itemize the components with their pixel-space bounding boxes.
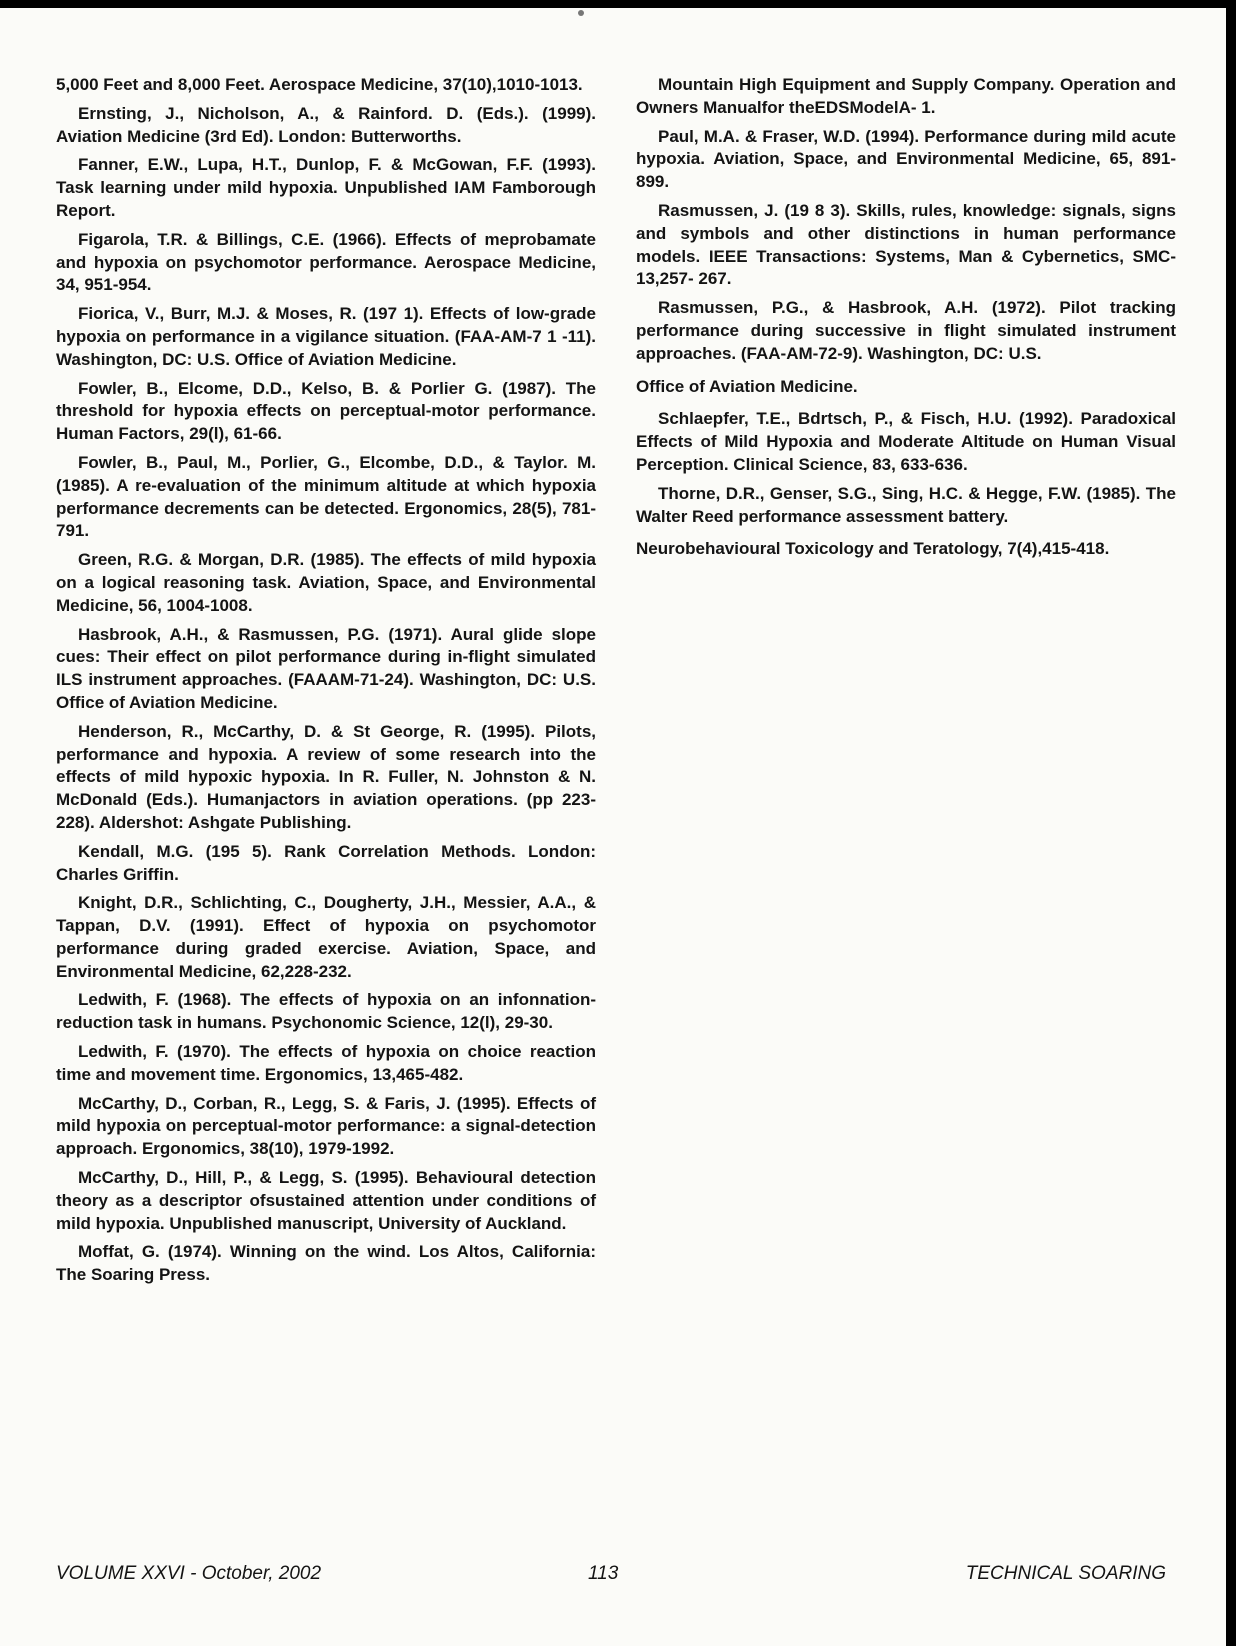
reference-entry: McCarthy, D., Corban, R., Legg, S. & Faris, J. (1995). Effects of mild hypoxia on perceptual-motor performance: a signal-detection approach. Ergonomics, 38(10), 1979-1992. bbox=[56, 1093, 596, 1159]
reference-entry: Henderson, R., McCarthy, D. & St George, R. (1995). Pilots, performance and hypoxia. A review of some research into the effects of mild hypoxic hypoxia. In R. Fuller, N. Johnston & N. McDonald (Eds.). Humanjactors in aviation operations. (pp 223-228). Aldershot: Ashgate Publishing. bbox=[56, 721, 596, 832]
page-footer bbox=[0, 1563, 1226, 1593]
references-left-column bbox=[56, 74, 596, 1293]
scan-artifact bbox=[578, 10, 584, 16]
references-right-column bbox=[636, 74, 1176, 567]
footer-journal-name: TECHNICAL SOARING bbox=[965, 1563, 1166, 1584]
reference-entry: Paul, M.A. & Fraser, W.D. (1994). Performance during mild acute hypoxia. Aviation, Space, and Environmental Medicine, 65, 891-899. bbox=[636, 126, 1176, 192]
reference-entry: Moffat, G. (1974). Winning on the wind. Los Altos, California: The Soaring Press. bbox=[56, 1242, 596, 1285]
reference-entry: Green, R.G. & Morgan, D.R. (1985). The effects of mild hypoxia on a logical reasoning task. Aviation, Space, and Environmental Medicine, 56, 1004-1008. bbox=[56, 550, 596, 615]
reference-entry: Knight, D.R., Schlichting, C., Dougherty, J.H., Messier, A.A., & Tappan, D.V. (1991). Effect of hypoxia on psychomotor performance during graded exercise. Aviation, Space, and Environmental Medicine, 62,228-232. bbox=[56, 893, 596, 981]
reference-entry: McCarthy, D., Hill, P., & Legg, S. (1995). Behavioural detection theory as a descriptor ofsustained attention under conditions of mild hypoxia. Unpublished manuscript, University of Auckland. bbox=[56, 1168, 596, 1233]
reference-entry: 5,000 Feet and 8,000 Feet. Aerospace Medicine, 37(10),1010-1013. bbox=[56, 75, 583, 94]
reference-entry: Thorne, D.R., Genser, S.G., Sing, H.C. & Hegge, F.W. (1985). The Walter Reed performance assessment battery. bbox=[636, 483, 1176, 526]
footer-page-number: 113 bbox=[588, 1563, 619, 1584]
reference-entry: Fowler, B., Elcome, D.D., Kelso, B. & Porlier G. (1987). The threshold for hypoxia effects on perceptual-motor performance. Human Factors, 29(l), 61-66. bbox=[56, 378, 596, 444]
reference-entry: Office of Aviation Medicine. bbox=[636, 376, 858, 396]
reference-entry: Fiorica, V., Burr, M.J. & Moses, R. (197 1). Effects of low-grade hypoxia on performance in a vigilance situation. (FAA-AM-7 1 -11). Washington, DC: U.S. Office of Aviation Medicine. bbox=[56, 304, 596, 369]
reference-entry: Kendall, M.G. (195 5). Rank Correlation Methods. London: Charles Griffin. bbox=[56, 841, 596, 884]
reference-entry: Schlaepfer, T.E., Bdrtsch, P., & Fisch, H.U. (1992). Paradoxical Effects of Mild Hypoxia and Moderate Altitude on Human Visual Perception. Clinical Science, 83, 633-636. bbox=[636, 409, 1176, 474]
reference-entry: Ledwith, F. (1970). The effects of hypoxia on choice reaction time and movement time. Ergonomics, 13,465-482. bbox=[56, 1042, 596, 1084]
reference-entry: Ernsting, J., Nicholson, A., & Rainford. D. (Eds.). (1999). Aviation Medicine (3rd Ed). London: Butterworths. bbox=[56, 103, 596, 146]
journal-page bbox=[0, 8, 1226, 1646]
reference-entry: Neurobehavioural Toxicology and Teratology, 7(4),415-418. bbox=[636, 539, 1110, 559]
reference-entry: Figarola, T.R. & Billings, C.E. (1966). Effects of meprobamate and hypoxia on psychomotor performance. Aerospace Medicine, 34, 951-954. bbox=[56, 229, 596, 295]
reference-entry: Ledwith, F. (1968). The effects of hypoxia on an infonnation-reduction task in humans. Psychonomic Science, 12(l), 29-30. bbox=[56, 990, 596, 1033]
reference-entry: Mountain High Equipment and Supply Company. Operation and Owners Manualfor theEDSModelA- 1. bbox=[636, 75, 1176, 117]
reference-entry: Fowler, B., Paul, M., Porlier, G., Elcombe, D.D., & Taylor. M. (1985). A re-evaluation of the minimum altitude at which hypoxia performance decrements can be detected. Ergonomics, 28(5), 781-791. bbox=[56, 452, 596, 541]
reference-entry: Rasmussen, P.G., & Hasbrook, A.H. (1972). Pilot tracking performance during successive in flight simulated instrument approaches. (FAA-AM-72-9). Washington, DC: U.S. bbox=[636, 298, 1176, 363]
reference-entry: Rasmussen, J. (19 8 3). Skills, rules, knowledge: signals, signs and symbols and other distinctions in human performance models. IEEE Transactions: Systems, Man & Cybernetics, SMC-13,257- 267. bbox=[636, 200, 1176, 289]
footer-volume: VOLUME XXVI - October, 2002 bbox=[56, 1563, 322, 1584]
reference-entry: Hasbrook, A.H., & Rasmussen, P.G. (1971). Aural glide slope cues: Their effect on pilot performance during in-flight simulated ILS instrument approaches. (FAAAM-71-24). Washington, DC: U.S. Office of Aviation Medicine. bbox=[56, 624, 596, 712]
reference-entry: Fanner, E.W., Lupa, H.T., Dunlop, F. & McGowan, F.F. (1993). Task learning under mild hypoxia. Unpublished IAM Famborough Report. bbox=[56, 155, 596, 220]
